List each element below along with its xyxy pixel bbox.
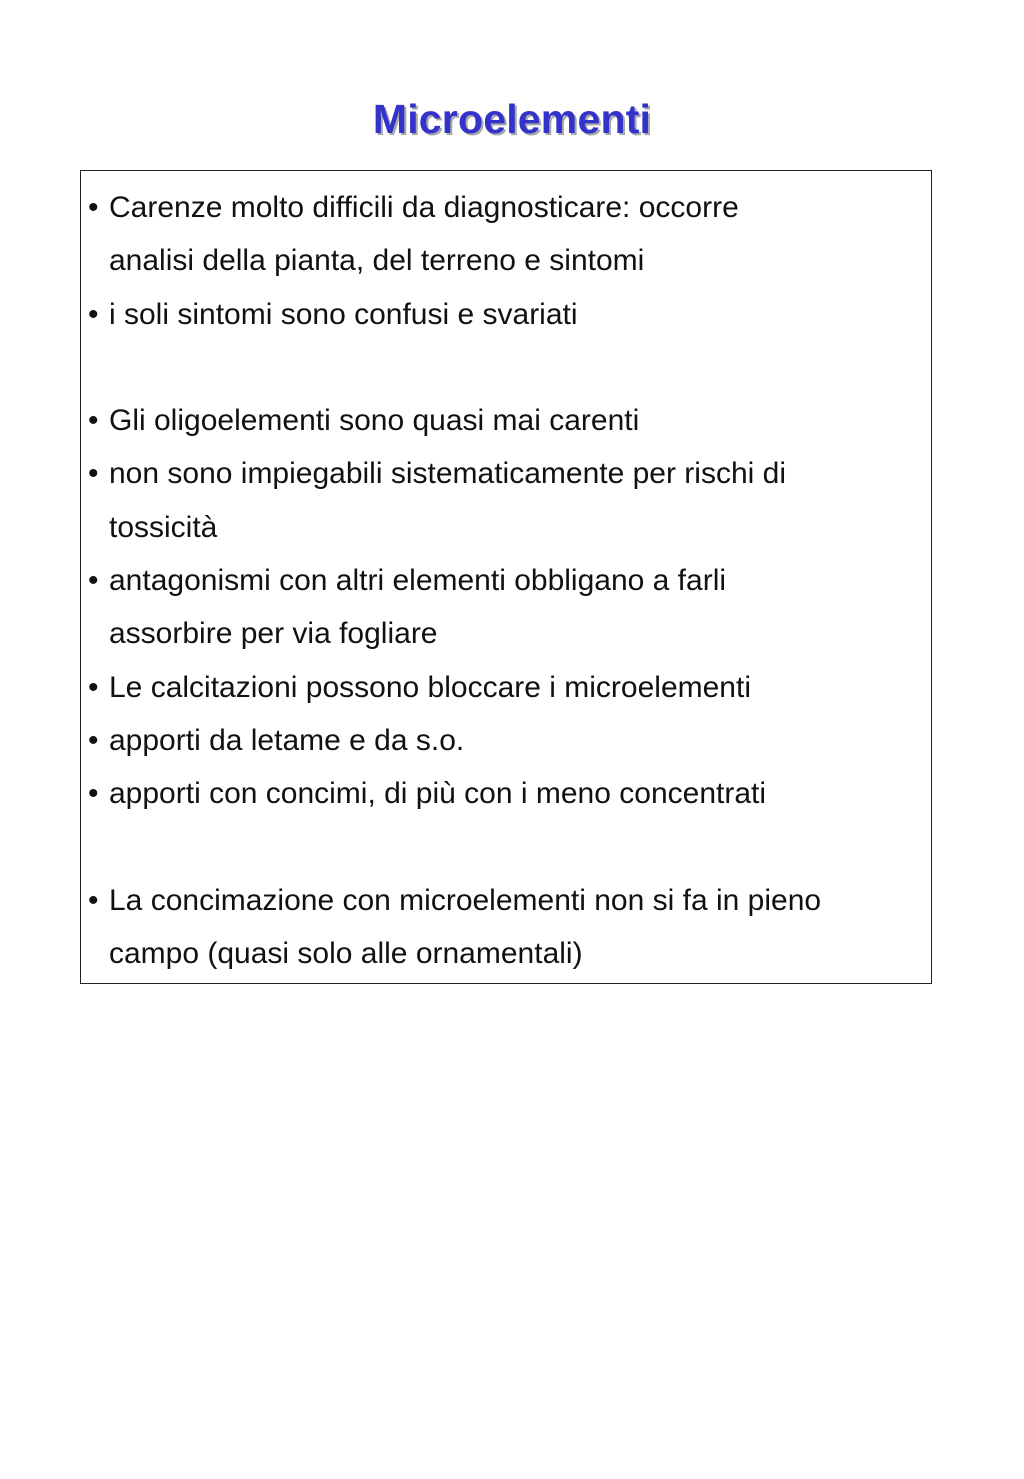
- bullet-text-line: Gli oligoelementi sono quasi mai carenti: [109, 404, 640, 438]
- bullet-text-line: Carenze molto difficili da diagnosticare: occorre: [109, 191, 739, 224]
- bullet-marker: •: [88, 883, 99, 917]
- list-item: [88, 874, 926, 981]
- bullet-marker: •: [88, 457, 99, 491]
- list-item: [88, 767, 926, 820]
- list-item: [88, 181, 926, 288]
- bullet-text-line: La concimazione con microelementi non si fa in pieno: [109, 883, 822, 917]
- bullet-text-line: antagonismi con altri elementi obbligano a farli: [109, 564, 727, 598]
- page-title: Microelementi: [372, 96, 652, 143]
- bullet-text-line: apporti con concimi, di più con i meno concentrati: [109, 777, 767, 811]
- bullet-text-line: assorbire per via fogliare: [109, 617, 438, 651]
- bullet-text-line: apporti da letame e da s.o.: [109, 723, 465, 757]
- list-item: [88, 394, 926, 447]
- bullet-marker: •: [88, 191, 99, 224]
- bullet-marker: •: [88, 564, 99, 598]
- bullet-text-line: i soli sintomi sono confusi e svariati: [109, 297, 578, 331]
- list-item: [88, 554, 926, 661]
- paragraph-spacer: [88, 341, 926, 394]
- bullet-text-line: non sono impiegabili sistematicamente per rischi di: [109, 457, 786, 491]
- list-item: [88, 661, 926, 714]
- bullet-marker: •: [88, 670, 99, 704]
- bullet-marker: •: [88, 297, 99, 331]
- bullet-marker: •: [88, 404, 99, 438]
- bullet-text-line: analisi della pianta, del terreno e sintomi: [109, 244, 645, 278]
- bullet-list: [88, 181, 926, 980]
- bullet-marker: •: [88, 777, 99, 811]
- bullet-marker: •: [88, 723, 99, 757]
- bullet-text-line: Le calcitazioni possono bloccare i microelementi: [109, 670, 751, 704]
- list-item: [88, 447, 926, 554]
- list-item: [88, 714, 926, 767]
- list-item: [88, 288, 926, 341]
- bullet-text-line: campo (quasi solo alle ornamentali): [109, 937, 583, 971]
- content-box: [80, 170, 932, 984]
- bullet-text-line: tossicità: [109, 510, 218, 544]
- paragraph-spacer: [88, 821, 926, 874]
